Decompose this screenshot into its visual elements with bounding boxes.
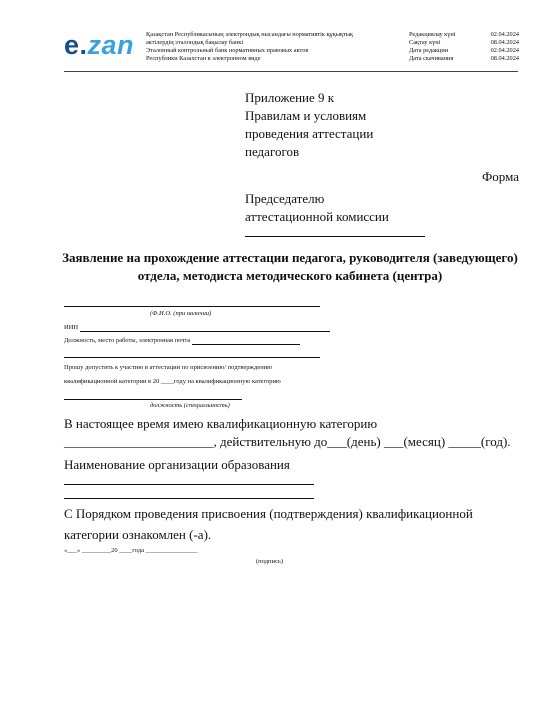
ezan-logo: e.zan bbox=[64, 30, 135, 60]
meta-row: Сақтау күні 08.04.2024 bbox=[409, 39, 519, 46]
date-signature-line: «___» _________20 ____года ________________ bbox=[64, 547, 198, 554]
header-text-line: актілердің эталондық бақылау банкі bbox=[146, 39, 244, 46]
meta-row: Редакциялау күні 02.04.2024 bbox=[409, 31, 519, 38]
specialty-blank-line bbox=[64, 393, 242, 400]
category-line-2: _______________________, действительную до___(день) ___(месяц) _____(год). bbox=[64, 434, 511, 449]
header-dates bbox=[409, 31, 519, 63]
addressee-blank-line bbox=[245, 226, 425, 237]
category-line-1: В настоящее время имею квалификационную категорию bbox=[64, 416, 378, 431]
org-label: Наименование организации образования bbox=[64, 457, 290, 472]
iin-blank-line bbox=[80, 324, 330, 332]
procedure-line-2: категории ознакомлен (-а). bbox=[64, 527, 212, 542]
position-field: Должность, место работы, электронная почта bbox=[64, 337, 300, 345]
position-blank-line-2 bbox=[64, 351, 320, 358]
form-label: Форма bbox=[482, 169, 519, 184]
request-line-1: Прошу допустить к участию в аттестации по присвоению/ подтверждению bbox=[64, 364, 273, 371]
appendix-note: Приложение 9 к Правилам и условиям проведения аттестации педагогов bbox=[245, 90, 374, 159]
addressee: Председателю аттестационной комиссии bbox=[245, 190, 425, 237]
meta-row: Дата скачивания 08.04.2024 bbox=[409, 55, 519, 62]
iin-field: ИИН bbox=[64, 324, 330, 332]
signature-caption: (подпись) bbox=[256, 558, 283, 565]
fio-caption: (Ф.И.О. (при наличии) bbox=[150, 310, 212, 317]
header-text-line: Қазақстан Республикасының электрондық нысандағы нормативтік құқықтық bbox=[146, 31, 354, 38]
header-bank-text bbox=[146, 31, 396, 63]
org-blank-line-2 bbox=[64, 492, 314, 499]
meta-row: Дата редакции 02.04.2024 bbox=[409, 47, 519, 54]
fio-blank-line bbox=[64, 298, 320, 307]
org-blank-line-1 bbox=[64, 478, 314, 485]
request-line-2: квалификационной категории в 20 ____году на квалификационную категорию bbox=[64, 378, 281, 385]
procedure-line-1: С Порядком проведения присвоения (подтверждения) квалификационной bbox=[64, 506, 473, 521]
header-text-line: Республики Казахстан в электронном виде bbox=[146, 55, 261, 62]
position-blank-line bbox=[192, 337, 300, 345]
document-title: Заявление на прохождение аттестации педагога, руководителя (заведующего) отдела, методиста методического кабинета (центра) bbox=[62, 250, 518, 283]
header-text-line: Эталонный контрольный банк нормативных правовых актов bbox=[146, 47, 309, 54]
header-divider bbox=[64, 71, 518, 72]
specialty-caption: должность (специальность) bbox=[150, 402, 230, 409]
